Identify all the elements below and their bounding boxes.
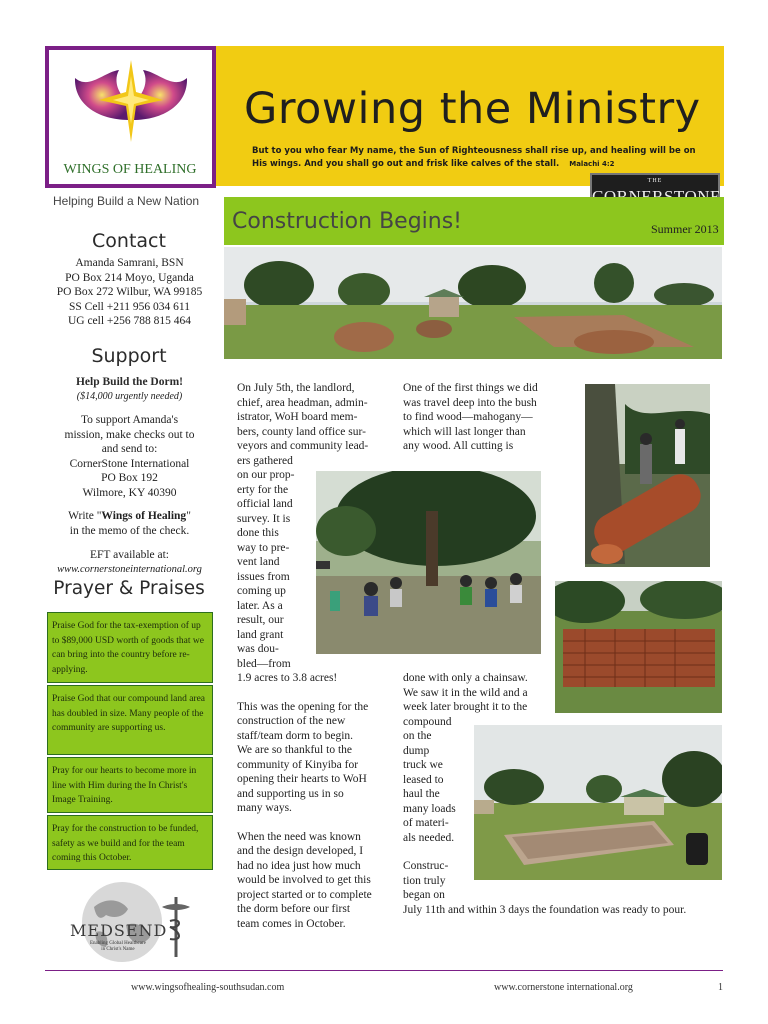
article-column-1-narrow [237,468,313,671]
article-final-line: July 11th and within 3 days the foundation was ready to pour. [403,904,687,916]
text-line: dump [403,744,430,757]
wings-of-healing-logo [45,46,216,188]
prayer-item: Praise God for the tax-exemption of up to $89,000 USD worth of goods that we can bring into the country before re-applying. [47,612,213,683]
footer-link-wings-of-healing[interactable]: www.wingsofhealing-southsudan.com [131,982,285,993]
contact-line: UG cell +256 788 815 464 [67,315,192,327]
article-column-1-top [237,381,387,468]
text-line: team comes in October. [237,917,346,930]
support-line: Wilmore, KY 40390 [82,486,177,499]
text-line: was travel deep into the bush [403,396,537,409]
article-column-2-middle [403,671,553,729]
cornerstone-small-text: THE [647,178,663,184]
text-line: truck we [403,759,443,771]
foundation-photo [474,725,722,880]
text-line: leased to [403,773,444,786]
text-line: veyors and community lead- [237,440,369,452]
contact-line: PO Box 272 Wilbur, WA 99185 [56,286,203,298]
text-line: tion truly [403,874,446,887]
memo-instruction: Write "Wings of Healing" [68,510,191,522]
text-line: and the design developed, I [237,845,364,857]
text-line: done with only a chainsaw. [403,672,528,684]
text-line: done this [237,527,279,539]
text-line: haul the [403,788,440,800]
eft-url[interactable]: www.cornerstoneinternational.org [57,563,202,575]
text-line: began on [403,889,445,901]
land-survey-meeting-photo [316,471,541,654]
support-line: and send to: [101,443,158,455]
chainsaw-cutting-photo [585,384,710,567]
contact-line: SS Cell +211 956 034 611 [69,300,190,313]
contact-line: Amanda Samrani, BSN [75,257,184,269]
footer-link-cornerstone[interactable]: www.cornerstone international.org [494,982,633,993]
text-line: ers gathered [237,454,293,467]
text-line: construction of the new [237,715,346,727]
prayer-heading: Prayer & Praises [53,578,205,599]
text-line: week later brought it to the [403,701,528,713]
eft-label: EFT available at: [90,549,169,561]
lumber-stack-photo [555,581,722,713]
text-line: would be involved to get this [237,874,371,886]
medsend-tagline: Enabling Global Healthcare in Christ's Name [90,941,146,952]
logo-wings-icon [49,50,212,184]
text-line: was dou- [237,643,279,655]
support-heading: Support [91,345,167,367]
text-line: When the need was known [237,830,361,843]
text-line: of materi- [403,817,449,829]
support-info [42,375,217,577]
text-line: project started or to complete [237,888,372,901]
support-line: To support Amanda's [80,414,179,426]
text-line: which will last longer than [403,425,526,438]
logo-text: WINGS OF HEALING [63,162,197,177]
text-line: on the [403,730,432,742]
support-line: PO Box 192 [101,472,158,484]
text-line: This was the opening for the [237,700,369,713]
text-line: compound [403,715,452,728]
dorm-appeal: Help Build the Dorm! [75,376,183,388]
urgent-note: ($14,000 urgently needed) [76,390,183,402]
text-line: any wood. All cutting is [403,440,514,452]
text-line: land grant [237,628,284,641]
page-number: 1 [718,982,723,993]
contact-info [42,256,217,329]
article-column-1-bottom [237,671,387,931]
memo-line: in the memo of the check. [69,524,190,537]
text-line: We saw it in the wild and a [403,686,528,699]
text-line: issues from [237,570,290,583]
text-line: One of the first things we did [403,382,538,394]
verse-text: But to you who fear My name, the Sun of Righteousness shall rise up, and healing will be on His wings. And you shall go out and frisk like calves of the stall. [252,146,696,169]
page-title: Growing the Ministry [244,84,701,134]
article-column-2-narrow [403,729,471,903]
text-line: staff/team dorm to begin. [237,729,354,742]
text-line: official land [237,498,293,510]
text-line: bled—from [237,657,291,670]
footer-divider [45,970,723,971]
text-line: opening their hearts to WoH [237,773,367,785]
text-line: coming up [237,585,286,597]
text-line: We are so thankful to the [237,744,352,756]
scripture-verse [252,145,712,171]
text-line: survey. It is [237,512,291,525]
text-line: vent land [237,556,280,568]
issue-date: Summer 2013 [651,222,719,236]
text-line: on our prop- [237,469,295,481]
text-line: many ways. [237,802,292,814]
text-line: Construc- [403,860,449,872]
text-line: istrator, WoH board mem- [237,411,358,423]
contact-heading: Contact [92,230,166,252]
prayer-item: Pray for our hearts to become more in line with Him during the In Christ's Image Training. [47,757,213,813]
text-line: the dorm before our first [237,903,351,915]
medsend-name: MEDSEND [70,921,168,940]
section-title: Construction Begins! [232,209,463,234]
prayer-item: Praise God that our compound land area has doubled in size. Many people of the community are supporting us. [47,685,213,755]
text-line: many loads [403,802,456,815]
article-column-2-top [403,381,573,454]
text-line: On July 5th, the landlord, [237,382,355,394]
text-line: to find wood—mahogany— [403,411,533,423]
text-line: had no idea just how much [237,859,361,872]
text-line: way to pre- [237,541,290,554]
text-line: result, our [237,614,284,626]
text-line: als needed. [403,831,455,844]
medsend-logo [66,877,196,967]
text-line: 1.9 acres to 3.8 acres! [237,672,338,684]
support-line: mission, make checks out to [64,428,195,441]
text-line: chief, area headman, admin- [237,396,368,409]
text-line: erty for the [237,483,289,496]
verse-reference: Malachi 4:2 [569,160,615,168]
support-line: CornerStone International [69,457,190,470]
prayer-item: Pray for the construction to be funded, safety as we build and for the team coming this October. [47,815,213,870]
text-line: and supporting us in so [237,787,344,800]
construction-site-panorama-photo [224,247,722,359]
tagline: Helping Build a New Nation [53,194,200,208]
contact-line: PO Box 214 Moyo, Uganda [65,271,194,284]
text-line: later. As a [237,599,283,612]
text-line: bers, county land office sur- [237,425,366,438]
text-line: community of Kinyiba for [237,758,359,771]
